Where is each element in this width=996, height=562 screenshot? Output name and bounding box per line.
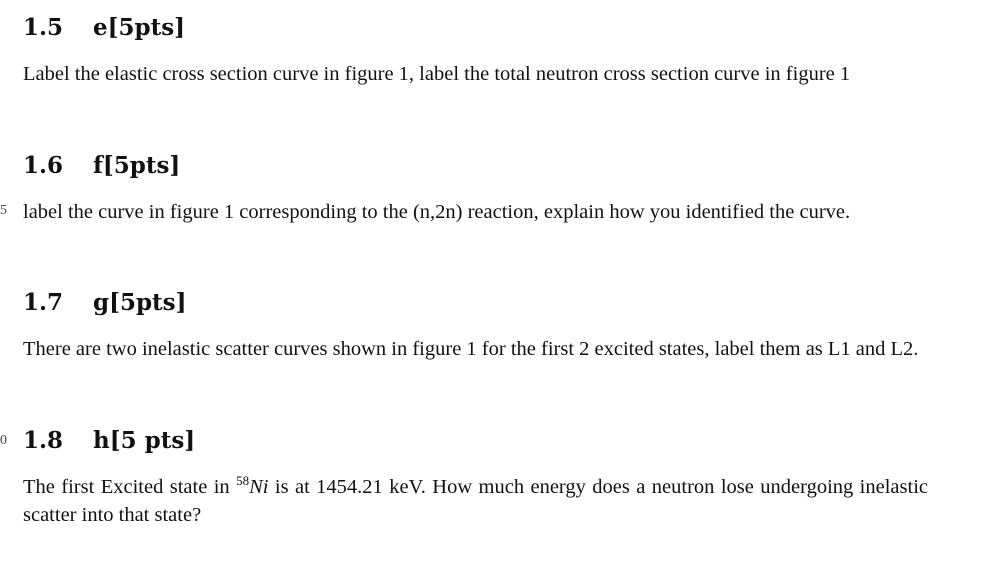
body-text-post: is at 1454.21 keV. How much energy does a neutron lose undergoing inelastic scatter into that state? (23, 476, 928, 526)
section-heading (23, 427, 928, 455)
section-1-8 (23, 427, 928, 529)
section-body: There are two inelastic scatter curves shown in figure 1 for the first 2 excited states, label them as L1 and L2. (23, 338, 919, 360)
section-1-6 (23, 152, 928, 226)
section-heading (23, 289, 928, 317)
section-number: 1.7 (23, 289, 64, 316)
isotope-mass-number: 58 (236, 473, 250, 488)
section-title: h[5 pts] (93, 427, 196, 454)
section-body (23, 473, 928, 529)
body-text-pre: The first Excited state in (23, 476, 237, 498)
section-number: 1.8 (23, 427, 64, 454)
section-1-5 (23, 14, 928, 88)
section-title: g[5pts] (93, 289, 187, 316)
section-number: 1.6 (23, 152, 64, 179)
section-heading (23, 152, 928, 180)
section-1-7 (23, 289, 928, 363)
element-symbol: Ni (249, 476, 269, 498)
section-body: label the curve in figure 1 corresponding to the (n,2n) reaction, explain how you identified the curve. (23, 201, 851, 223)
section-title: e[5pts] (93, 14, 186, 41)
section-number: 1.5 (23, 14, 64, 41)
margin-mark: 5 (0, 203, 7, 218)
section-body: Label the elastic cross section curve in figure 1, label the total neutron cross section curve in figure 1 (23, 63, 851, 85)
section-heading (23, 14, 928, 42)
section-title: f[5pts] (93, 152, 181, 179)
margin-mark: 0 (0, 433, 7, 448)
